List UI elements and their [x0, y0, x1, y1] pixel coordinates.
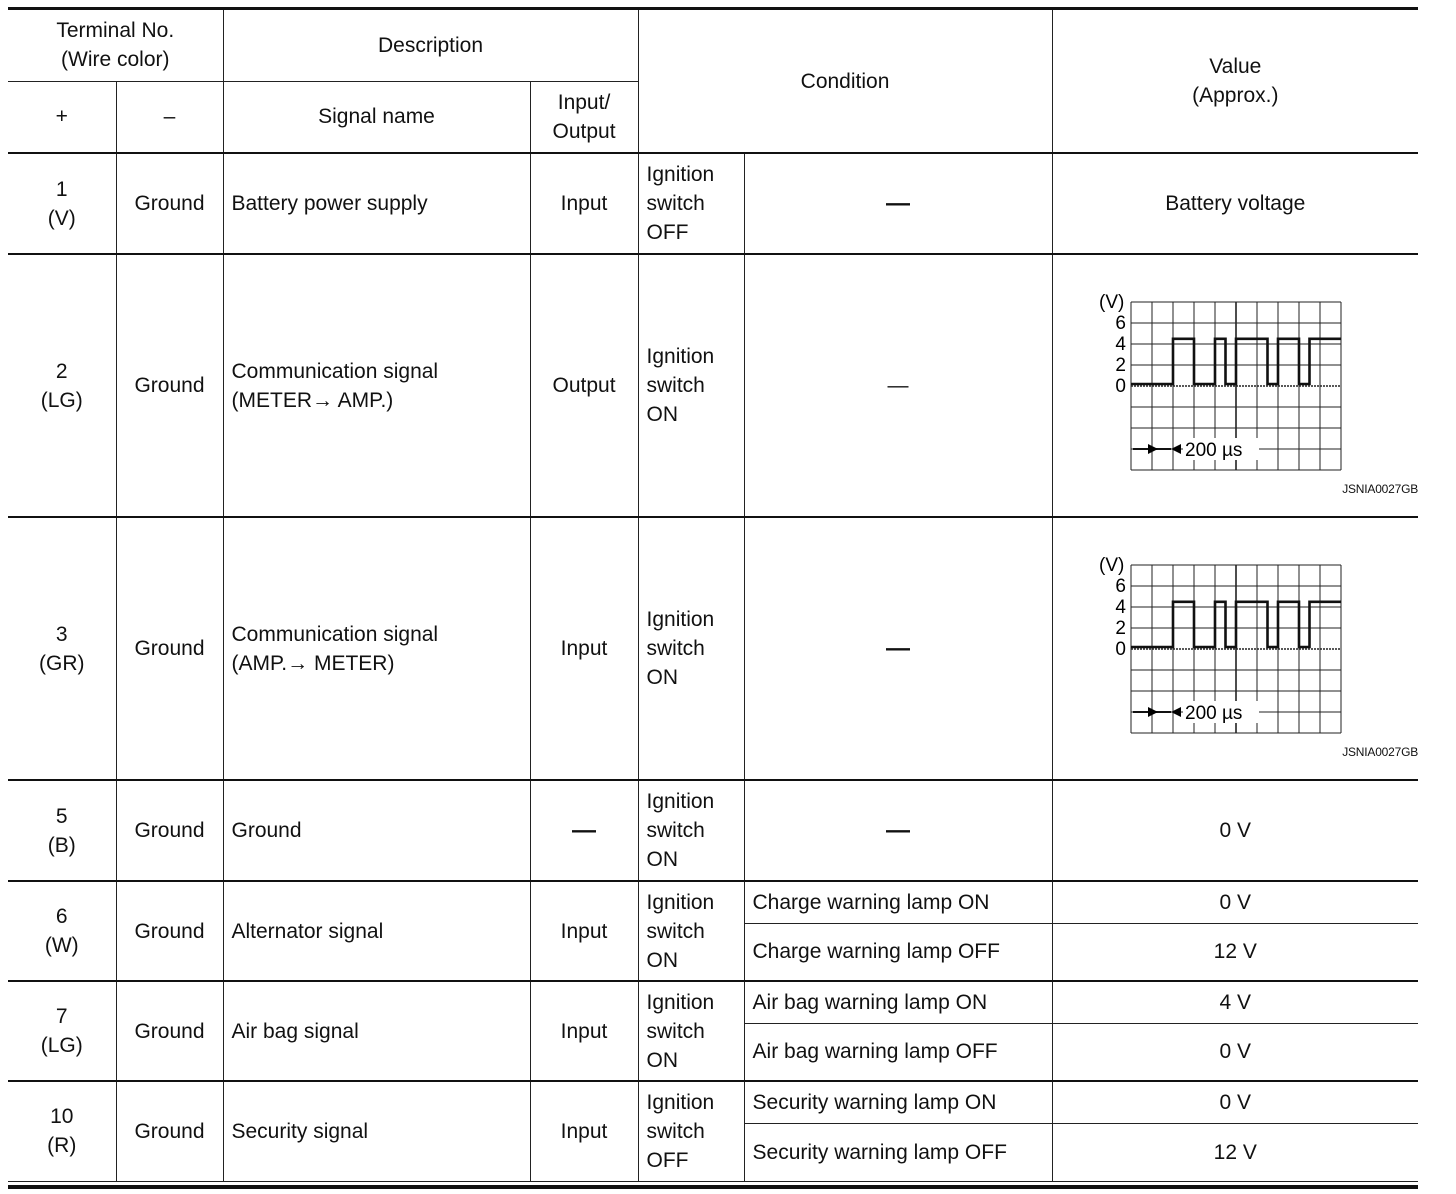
condition-cell: — [744, 780, 1052, 881]
condition-cell: — [744, 517, 1052, 780]
value-cell: Battery voltage [1052, 153, 1418, 254]
header-input-output: Input/ Output [530, 81, 638, 153]
sub-value-cell: 12 V [1052, 1123, 1418, 1181]
oscilloscope-figure [1053, 519, 1419, 779]
waveform-trace [1131, 601, 1341, 646]
table-row [8, 254, 1418, 517]
time-arrow-right [1148, 444, 1158, 454]
sub-value-cell: 0 V [1052, 1023, 1418, 1081]
condition-cell: — [744, 254, 1052, 517]
ignition-cell: Ignition switch OFF [638, 1081, 744, 1181]
terminal-cell: 6 (W) [8, 881, 116, 981]
figure-code: JSNIA0027GB [1342, 481, 1419, 496]
sub-value-cell: 0 V [1052, 881, 1418, 923]
waveform-trace [1131, 338, 1341, 383]
header-signal-name: Signal name [223, 81, 530, 153]
minus-cell: Ground [116, 881, 223, 981]
terminal-cell: 1 (V) [8, 153, 116, 254]
y-unit-label: (V) [1098, 291, 1124, 313]
oscilloscope-figure [1053, 256, 1419, 516]
terminal-cell: 3 (GR) [8, 517, 116, 780]
time-label: 200 µs [1184, 702, 1242, 724]
sub-condition-cell: Charge warning lamp ON [744, 881, 1052, 923]
signal-name-cell: Ground [223, 780, 530, 881]
input-output-cell: Input [530, 881, 638, 981]
ignition-cell: Ignition switch ON [638, 981, 744, 1081]
y-unit-label: (V) [1098, 554, 1124, 576]
sub-value-cell: 0 V [1052, 1081, 1418, 1123]
condition-cell: — [744, 153, 1052, 254]
input-output-cell: Input [530, 981, 638, 1081]
value-cell [1052, 517, 1418, 780]
sub-value-cell: 12 V [1052, 923, 1418, 981]
input-output-cell: Input [530, 1081, 638, 1181]
terminal-cell: 2 (LG) [8, 254, 116, 517]
minus-cell: Ground [116, 153, 223, 254]
value-cell: 0 V [1052, 780, 1418, 881]
terminal-cell: 5 (B) [8, 780, 116, 881]
input-output-cell: Output [530, 254, 638, 517]
bottom-rule [8, 1185, 1418, 1189]
sub-value-cell: 4 V [1052, 981, 1418, 1023]
sub-condition-cell: Air bag warning lamp ON [744, 981, 1052, 1023]
input-output-cell: Input [530, 517, 638, 780]
signal-name-cell: Air bag signal [223, 981, 530, 1081]
sub-condition-cell: Security warning lamp ON [744, 1081, 1052, 1123]
ignition-cell: Ignition switch ON [638, 254, 744, 517]
value-cell [1052, 254, 1418, 517]
y-tick-label: 4 [1114, 596, 1126, 618]
header-value: Value (Approx.) [1052, 10, 1418, 153]
minus-cell: Ground [116, 981, 223, 1081]
y-tick-label: 2 [1114, 617, 1126, 639]
minus-cell: Ground [116, 517, 223, 780]
figure-code: JSNIA0027GB [1342, 744, 1419, 759]
table-row [8, 517, 1418, 780]
header-row-1 [8, 10, 1418, 81]
ignition-cell: Ignition switch ON [638, 881, 744, 981]
y-tick-label: 6 [1114, 312, 1126, 334]
signal-name-cell: Alternator signal [223, 881, 530, 981]
input-output-cell: Input [530, 153, 638, 254]
ignition-cell: Ignition switch ON [638, 517, 744, 780]
header-description: Description [223, 10, 638, 81]
y-tick-label: 6 [1114, 575, 1126, 597]
y-tick-label: 0 [1114, 375, 1126, 397]
table-row [8, 881, 1418, 923]
ignition-cell: Ignition switch ON [638, 780, 744, 881]
signal-name-cell: Security signal [223, 1081, 530, 1181]
minus-cell: Ground [116, 780, 223, 881]
sub-condition-cell: Air bag warning lamp OFF [744, 1023, 1052, 1081]
header-minus: – [116, 81, 223, 153]
header-terminal-no: Terminal No. (Wire color) [8, 10, 223, 81]
header-plus: + [8, 81, 116, 153]
table-row [8, 780, 1418, 881]
y-tick-label: 0 [1114, 638, 1126, 660]
terminal-cell: 10 (R) [8, 1081, 116, 1181]
sub-condition-cell: Charge warning lamp OFF [744, 923, 1052, 981]
table-row [8, 153, 1418, 254]
signal-name-cell: Communication signal (METER→ AMP.) [223, 254, 530, 517]
minus-cell: Ground [116, 1081, 223, 1181]
header-condition: Condition [638, 10, 1052, 153]
signal-name-cell: Communication signal (AMP.→ METER) [223, 517, 530, 780]
oscilloscope-waveform [1093, 555, 1353, 735]
terminal-signal-table [8, 10, 1418, 1182]
time-arrow-right [1148, 707, 1158, 717]
table-row [8, 981, 1418, 1023]
input-output-cell: — [530, 780, 638, 881]
terminal-cell: 7 (LG) [8, 981, 116, 1081]
oscilloscope-waveform [1093, 292, 1353, 472]
signal-name-cell: Battery power supply [223, 153, 530, 254]
minus-cell: Ground [116, 254, 223, 517]
time-label: 200 µs [1184, 439, 1242, 461]
sub-condition-cell: Security warning lamp OFF [744, 1123, 1052, 1181]
ignition-cell: Ignition switch OFF [638, 153, 744, 254]
table-row [8, 1081, 1418, 1123]
y-tick-label: 4 [1114, 333, 1126, 355]
y-tick-label: 2 [1114, 354, 1126, 376]
